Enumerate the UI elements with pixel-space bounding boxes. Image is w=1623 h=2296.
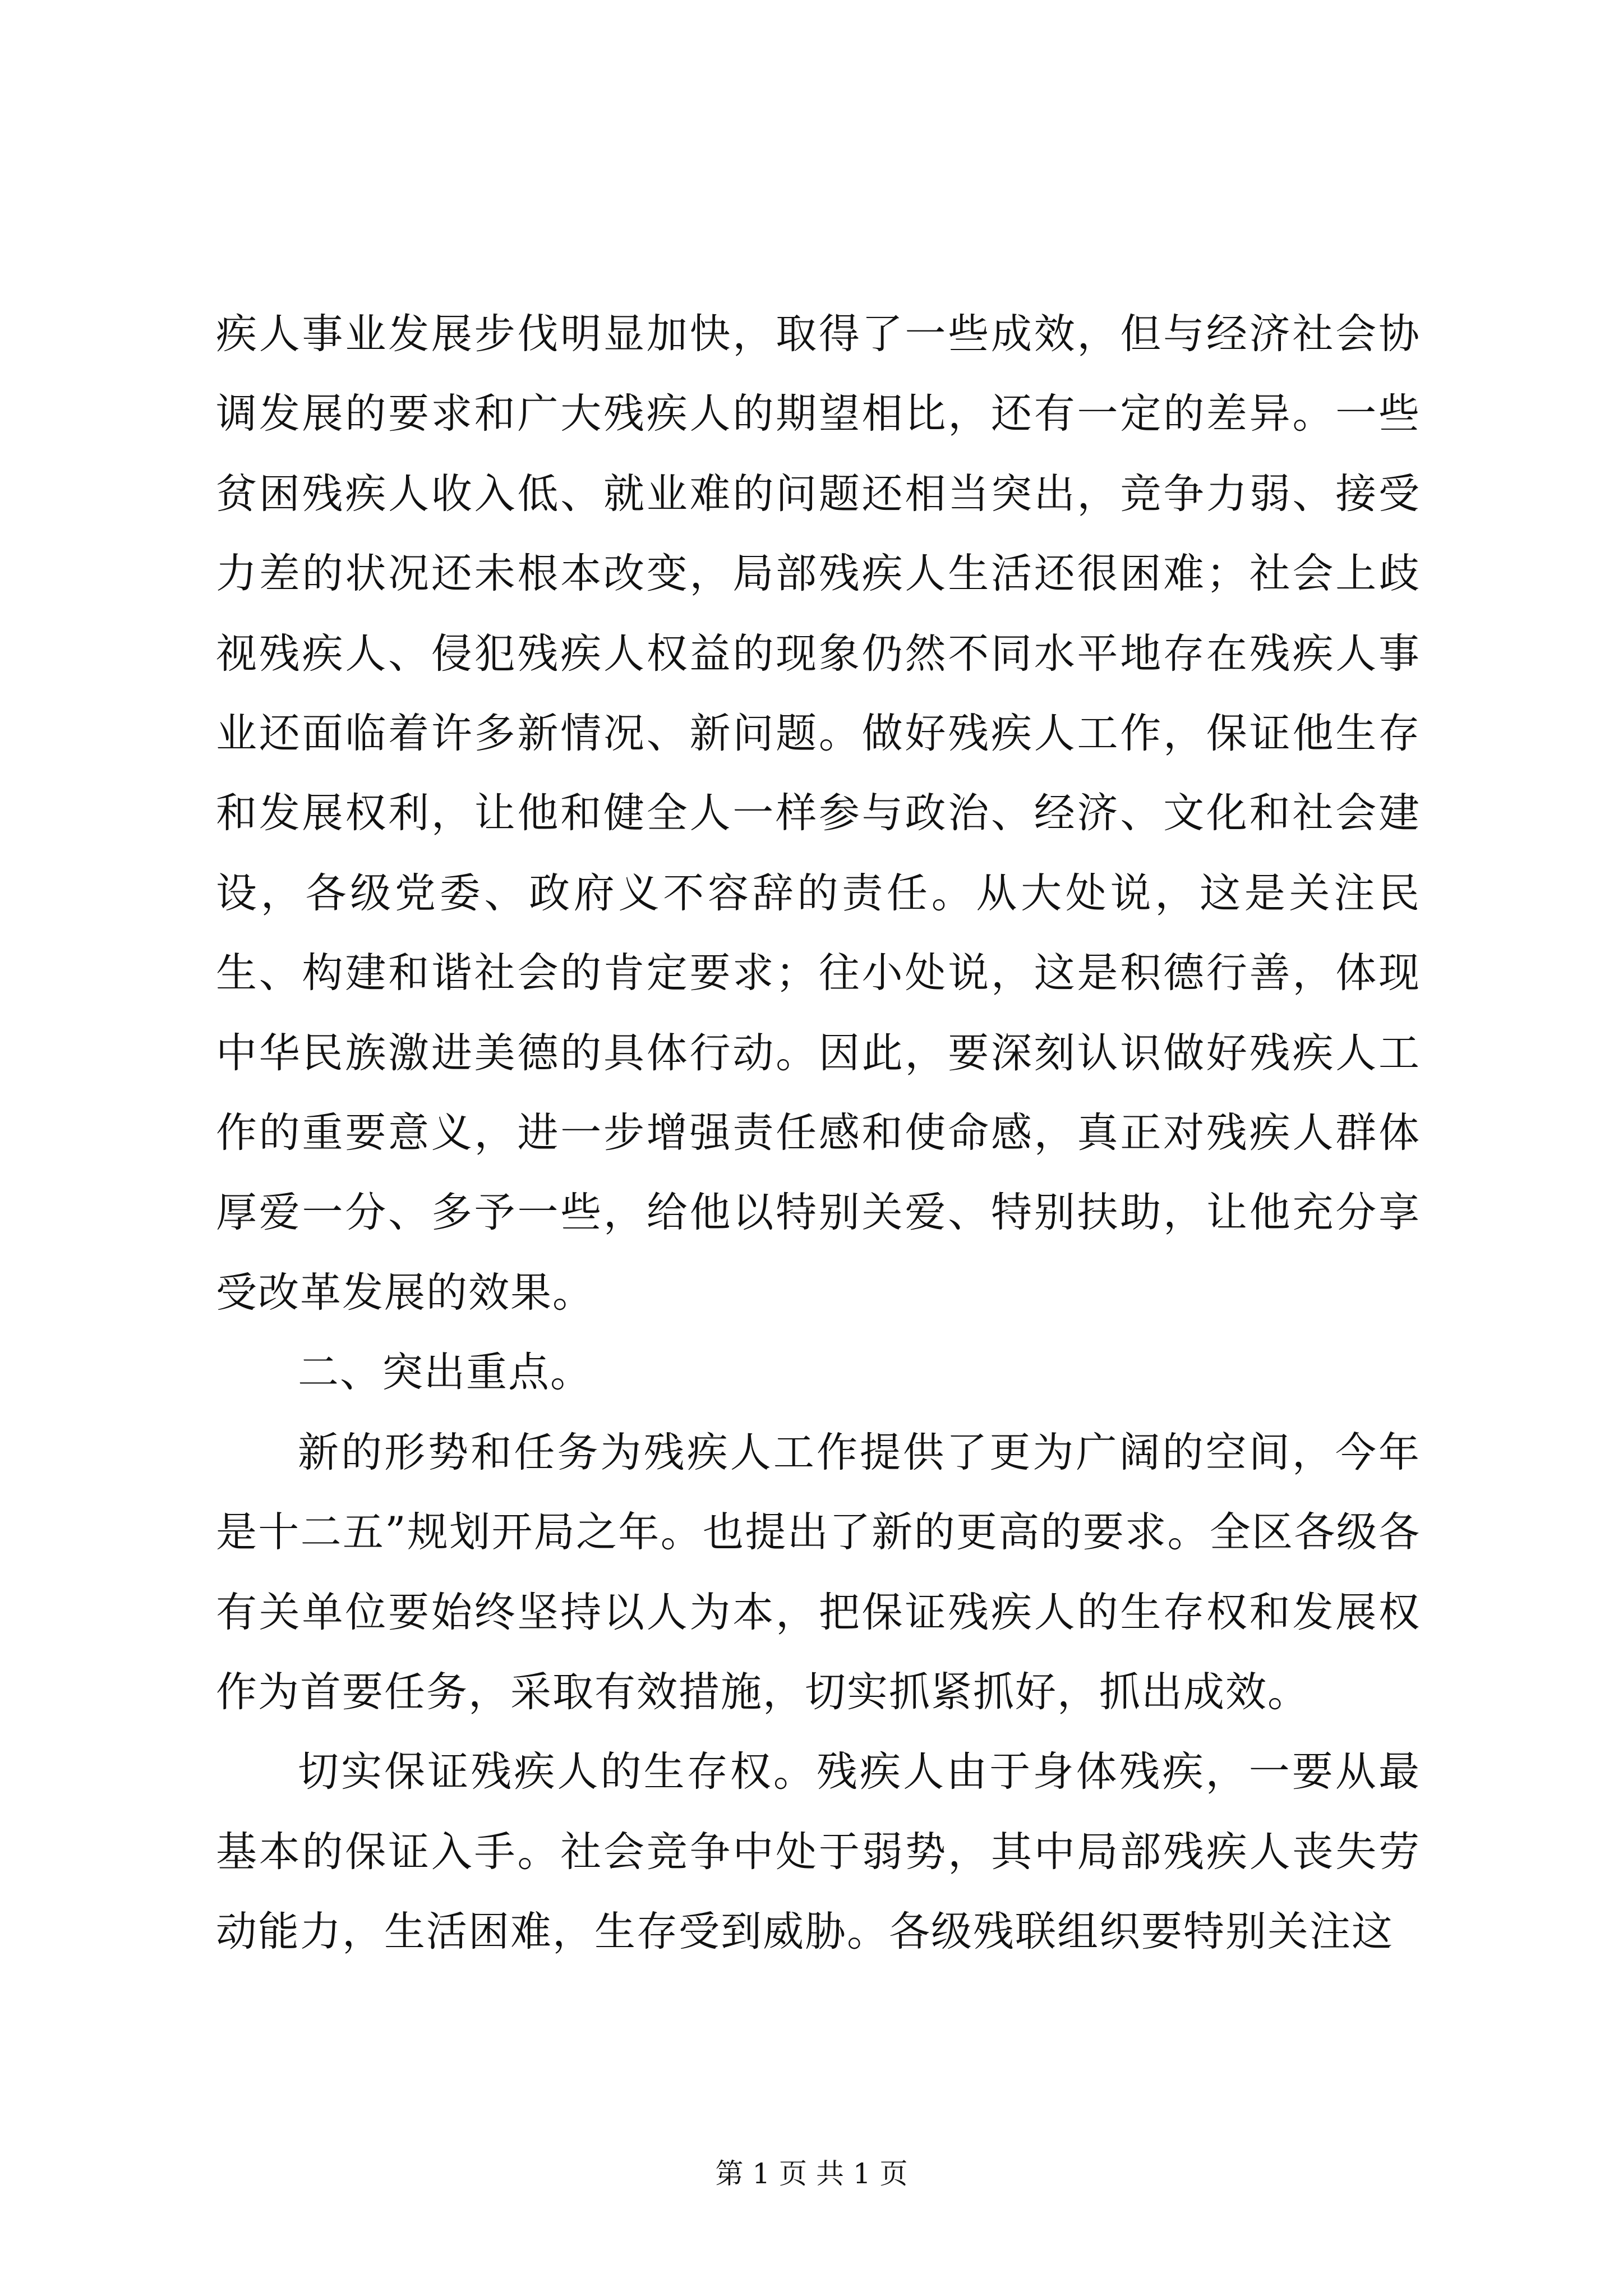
section-heading: 二、突出重点。 — [298, 1349, 592, 1397]
document-body — [216, 295, 1421, 1972]
paragraph: 新的形势和任务为残疾人工作提供了更为广阔的空间，今年是十二五”规划开局之年。也提出了新的更高的要求。全区各级各有关单位要始终坚持以人为本，把保证残疾人的生存权和发展权作为首要任务，采取有效措施，切实抓紧抓好，抓出成效。 — [216, 1428, 1421, 1716]
paragraph-continuation: 疾人事业发展步伐明显加快，取得了一些成效，但与经济社会协调发展的要求和广大残疾人的期望相比，还有一定的差异。一些贫困残疾人收入低、就业难的问题还相当突出，竞争力弱、接受力差的状况还未根本改变，局部残疾人生活还很困难；社会上歧视残疾人、侵犯残疾人权益的现象仍然不同水平地存在残疾人事业还面临着许多新情况、新问题。做好残疾人工作，保证他生存和发展权利，让他和健全人一样参与政治、经济、文化和社会建设，各级党委、政府义不容辞的责任。从大处说，这是关注民生、构建和谐社会的肯定要求；往小处说，这是积德行善，体现中华民族激进美德的具体行动。因此，要深刻认识做好残疾人工作的重要意义，进一步增强责任感和使命感，真正对残疾人群体厚爱一分、多予一些，给他以特别关爱、特别扶助，让他充分享受改革发展的效果。 — [216, 310, 1421, 1317]
paragraph: 切实保证残疾人的生存权。残疾人由于身体残疾，一要从最基本的保证入手。社会竞争中处于弱势，其中局部残疾人丧失劳动能力，生活困难，生存受到威胁。各级残联组织要特别关注这 — [216, 1748, 1421, 1956]
page-footer: 第 1 页 共 1 页 — [715, 2157, 908, 2190]
